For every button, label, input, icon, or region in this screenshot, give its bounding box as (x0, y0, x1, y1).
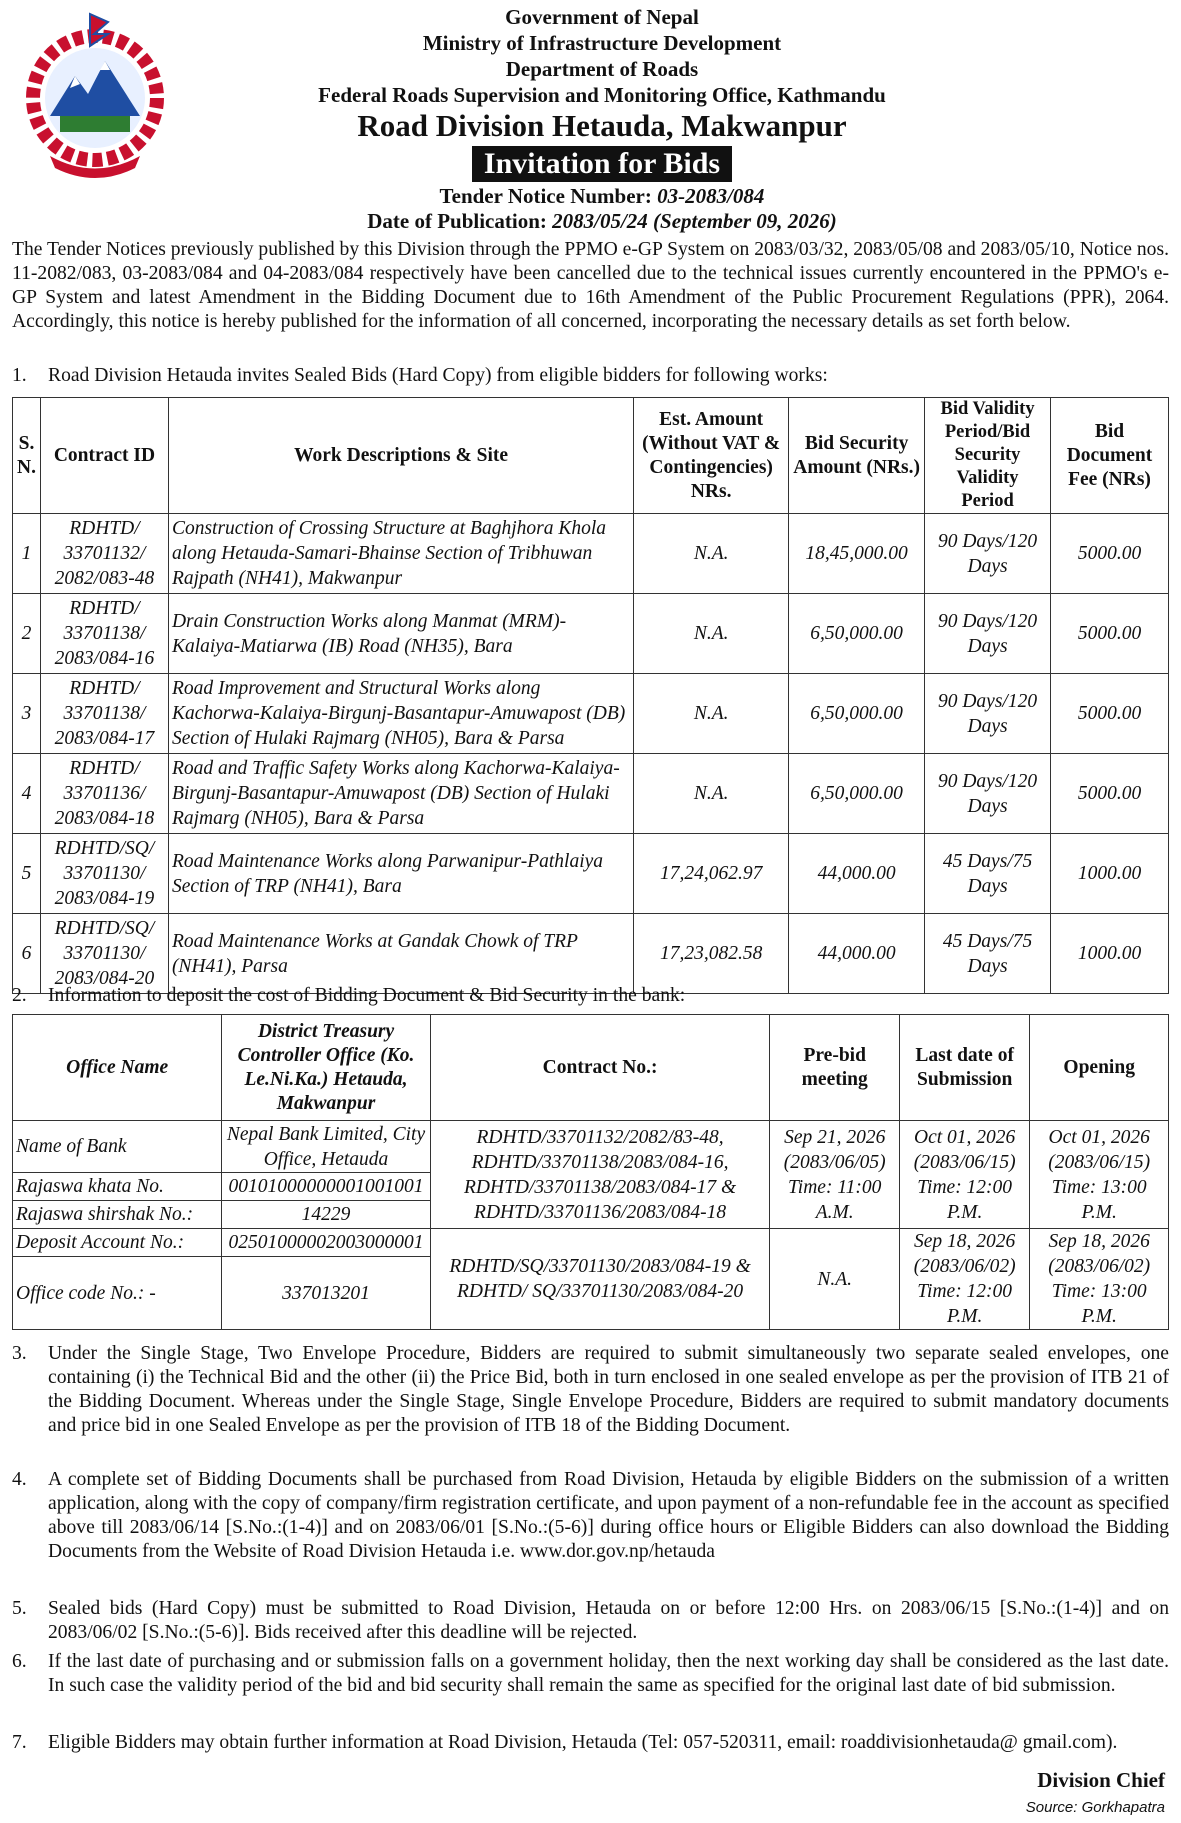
notice-page (12, 0, 1169, 1823)
nepal-emblem-icon (20, 6, 170, 186)
bank-deposit-table (12, 1014, 1169, 1330)
header-cell: Office Name (13, 1015, 222, 1121)
table-row: Name of Bank Nepal Bank Limited, City Office, Hetauda RDHTD/33701132/2082/83-48, RDHTD/33701138/2083/084-16, RDHTD/33701138/2083/084-17 & RDHTD/33701136/2083/084-18 Sep 21, 2026 (2083/06/05) Time: 11:00 A.M. Oct 01, 2026 (2083/06/15) Time: 12:00 P.M. Oct 01, 2026 (2083/06/15) Time: 13:00 P.M. (13, 1121, 1169, 1173)
header-cell: Opening (1030, 1015, 1169, 1121)
table-row: Rajaswa khata No. 00101000000001001001 (13, 1173, 1169, 1201)
item-1: 1. Road Division Hetauda invites Sealed Bids (Hard Copy) from eligible bidders for following works: (12, 365, 828, 386)
table-row: Deposit Account No.: 02501000002003000001 RDHTD/SQ/33701130/2083/084-19 & RDHTD/ SQ/33701130/2083/084-20 N.A. Sep 18, 2026 (2083/06/02) Time: 12:00 P.M. Sep 18, 2026 (2083/06/02) Time: 13:00 P.M. (13, 1229, 1169, 1257)
header-cell: Bid Document Fee (NRs) (1051, 398, 1169, 514)
table-row: 1 RDHTD/ 33701132/ 2082/083-48 Construction of Crossing Structure at Baghjhora Khola along Hetauda-Samari-Bhainse Section of Tribhuwan Rajpath (NH41), Makwanpur N.A. 18,45,000.00 90 Days/120 Days 5000.00 (13, 514, 1169, 594)
works-table (12, 397, 1169, 994)
item-7: 7. Eligible Bidders may obtain further information at Road Division, Hetauda (Tel: 057-520311, email: roaddivisionhetauda@ gmail.com). (12, 1732, 1118, 1753)
tender-number: Tender Notice Number: 03-2083/084 (439, 184, 765, 208)
item-2: 2. Information to deposit the cost of Bidding Document & Bid Security in the bank: (12, 985, 686, 1006)
table-row: 2 RDHTD/ 33701138/ 2083/084-16 Drain Construction Works along Manmat (MRM)-Kalaiya-Matiarwa (IB) Road (NH35), Bara N.A. 6,50,000.00 90 Days/120 Days 5000.00 (13, 594, 1169, 674)
table-row: 5 RDHTD/SQ/ 33701130/ 2083/084-19 Road Maintenance Works along Parwanipur-Pathlaiya Section of TRP (NH41), Bara 17,24,062.97 44,000.00 45 Days/75 Days 1000.00 (13, 834, 1169, 914)
table-row: Office code No.: - 337013201 (13, 1257, 1169, 1330)
table-row: 4 RDHTD/ 33701136/ 2083/084-18 Road and Traffic Safety Works along Kachorwa-Kalaiya-Birgunj-Basantapur-Amuwapost (DB) Section of Hulaki Rajmarg (NH05), Bara & Parsa N.A. 6,50,000.00 90 Days/120 Days 5000.00 (13, 754, 1169, 834)
header-division: Road Division Hetauda, Makwanpur (357, 108, 847, 143)
banner-invitation: Invitation for Bids (472, 146, 732, 182)
header-cell: Pre-bid meeting (770, 1015, 899, 1121)
header-cell: District Treasury Controller Office (Ko. Le.Ni.Ka.) Hetauda, Makwanpur (222, 1015, 430, 1121)
header-cell: Bid Security Amount (NRs.) (789, 398, 925, 514)
header-cell: Work Descriptions & Site (168, 398, 633, 514)
header-cell: S. N. (13, 398, 41, 514)
header-cell: Contract No.: (430, 1015, 770, 1121)
item-5: 5. Sealed bids (Hard Copy) must be submitted to Road Division, Hetauda on or before 12:00 Hrs. on 2083/06/15 [S.No.:(1-4)] and on 2083/06/02 [S.No.:(5-6)]. Bids received after this deadline will be rejected. (12, 1598, 1169, 1643)
table-row: 6 RDHTD/SQ/ 33701130/ 2083/084-20 Road Maintenance Works at Gandak Chowk of TRP (NH41), Parsa 17,23,082.58 44,000.00 45 Days/75 Days 1000.00 (13, 914, 1169, 994)
publication-date: Date of Publication: 2083/05/24 (September 09, 2026) (367, 209, 837, 233)
header-cell: Est. Amount (Without VAT & Contingencies) NRs. (634, 398, 789, 514)
intro-paragraph: The Tender Notices previously published by this Division through the PPMO e-GP System on 2083/03/32, 2083/05/08 and 2083/05/10, Notice nos. 11-2082/083, 03-2083/084 and 04-2083/084 respectively have been cancelled due to the technical issues currently encountered in the PPMO's e-GP System and latest Amendment in the Bidding Document due to 16th Amendment of the Public Procurement Regulations (PPR), 2064. Accordingly, this notice is hereby published for the information of all concerned, incorporating the necessary details as set forth below. (12, 239, 1169, 332)
item-6: 6. If the last date of purchasing and or submission falls on a government holiday, then the next working day shall be considered as the last date. In such case the validity period of the bid and bid security shall remain the same as specified for the original last date of bid submission. (12, 1651, 1169, 1696)
header-cell: Contract ID (40, 398, 168, 514)
header-department: Department of Roads (505, 57, 699, 81)
header-government: Government of Nepal (505, 5, 699, 29)
table-row: 3 RDHTD/ 33701138/ 2083/084-17 Road Improvement and Structural Works along Kachorwa-Kalaiya-Birgunj-Basantapur-Amuwapost (DB) Section of Hulaki Rajmarg (NH05), Bara & Parsa N.A. 6,50,000.00 90 Days/120 Days 5000.00 (13, 674, 1169, 754)
header-office: Federal Roads Supervision and Monitoring Office, Kathmandu (318, 83, 886, 107)
item-3: 3. Under the Single Stage, Two Envelope Procedure, Bidders are required to submit simultaneously two separate sealed envelopes, one containing (i) the Technical Bid and the other (ii) the Price Bid, both in turn enclosed in one sealed envelope as per the provision of ITB 21 of the Bidding Document. Whereas under the Single Stage, Single Envelope Procedure, Bidders are required to submit mandatory documents and price bid in one Sealed Envelope as per the provision of ITB 18 of the Bidding Document. (12, 1343, 1169, 1436)
table-row: Rajaswa shirshak No.: 14229 (13, 1201, 1169, 1229)
header-cell: Bid Validity Period/Bid Security Validity Period (925, 398, 1051, 514)
signature: Division Chief (1037, 1768, 1165, 1792)
item-4: 4. A complete set of Bidding Documents shall be purchased from Road Division, Hetauda by eligible Bidders on the submission of a written application, along with the copy of company/firm registration certificate, and upon payment of a non-refundable fee in the account as specified above till 2083/06/14 [S.No.:(1-4)] and on 2083/06/01 [S.No.:(5-6)] during office hours or Eligible Bidders can also download the Bidding Documents from the Website of Road Division Hetauda i.e. www.dor.gov.np/hetauda (12, 1469, 1169, 1562)
bank-table-header (13, 1015, 1169, 1121)
header-ministry: Ministry of Infrastructure Development (422, 31, 782, 55)
header-cell: Last date of Submission (899, 1015, 1029, 1121)
source-credit: Source: Gorkhapatra (1025, 1799, 1165, 1816)
works-table-header (13, 398, 1169, 514)
notice-header (212, 4, 992, 234)
